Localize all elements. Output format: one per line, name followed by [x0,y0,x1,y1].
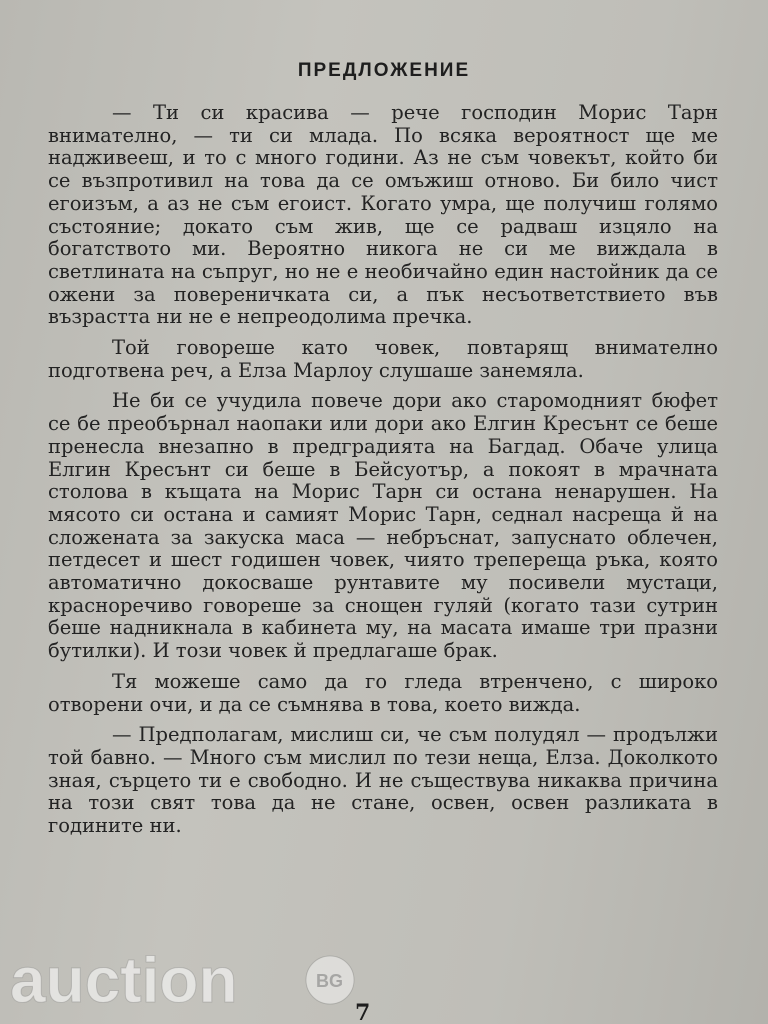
auction-watermark-logo [10,940,370,1020]
paragraph: Не би се учудила повече дори ако старомодният бюфет се бе преобърнал наопаки или дори ако Елгин Кресънт се беше пренесла внезапно в предградията на Багдад. Обаче улица Елгин Кресънт си беше в Бейсуотър, а покоят в мрачната столова в къщата на Морис Тарн си остана ненарушен. На мясото си остана и самият Морис Тарн, седнал насреща й на сложената за закуска маса — небръснат, запуснато облечен, петдесет и шест годишен човек, чиято трепереща ръка, която автоматично докосваше рунтавите му посивели мустаци, красноречиво говореше за снощен гуляй (когато тази сутрин беше надникнала в кабинета му, на масата имаше три празни бутилки). И този човек й предлагаше брак. [48,389,718,663]
paragraph: — Предполагам, мислиш си, че съм полудял — продължи той бавно. — Много съм мислил по тези неща, Елза. Доколкото зная, сърцето ти е свободно. И не съществува никаква причина на този свят това да не стане, освен, освен разликата в годините ни. [48,723,718,838]
svg-text:BG: BG [316,971,343,991]
chapter-heading: ПРЕДЛОЖЕНИЕ [297,60,471,81]
paragraph: Той говореше като човек, повтарящ внимателно подготвена реч, а Елза Марлоу слушаше занемяла. [48,336,718,382]
paragraph: Тя можеше само да го гледа втренчено, с широко отворени очи, и да се съмнява в това, което вижда. [48,669,718,716]
body-text [48,102,718,846]
paragraph: — Ти си красива — рече господин Морис Тарн внимателно, — ти си млада. По всяка вероятност ще ме надживееш, и то с много години. Аз не съм човекът, който би се възпротивил на това да се омъжиш отново. Би било чист егоизъм, а аз не съм егоист. Когато умра, ще получиш голямо състояние; докато съм жив, ще се радваш изцяло на богатството ми. Вероятно никога не си ме виждала в светлината на съпруг, но не е необичайно един настойник да се ожени за повереничката си, а пък несъответствието във възрастта ни не е непреодолима пречка. [48,101,718,329]
svg-text:auction: auction [10,944,238,1016]
page-number: 7 [355,1000,371,1024]
